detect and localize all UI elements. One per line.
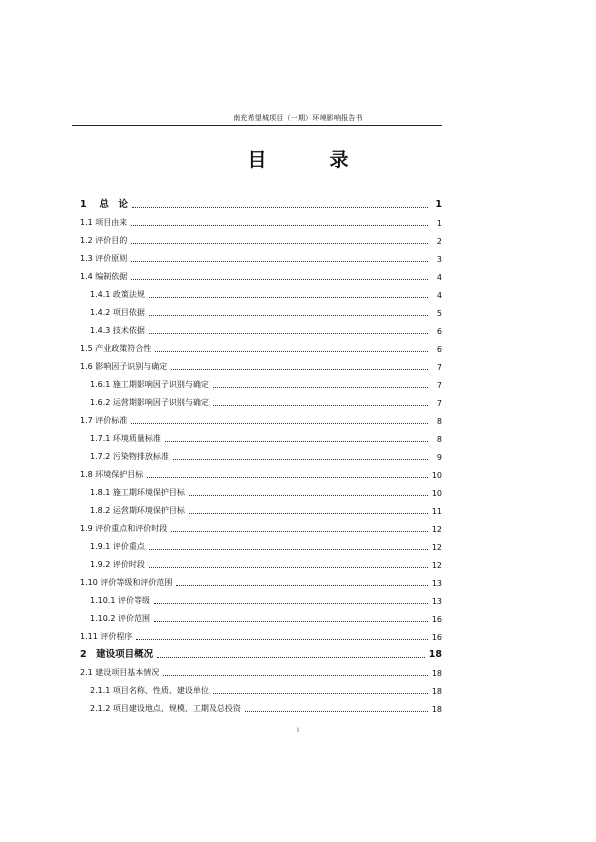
toc-entry-page: 18 bbox=[431, 687, 442, 696]
toc-dot-leader bbox=[176, 585, 427, 586]
toc-dot-leader bbox=[155, 351, 428, 352]
toc-dot-leader bbox=[149, 567, 428, 568]
toc-entry-page: 2 bbox=[436, 237, 442, 246]
toc-entry-label: 1.2 评价目的 bbox=[80, 236, 128, 245]
toc-entry-label: 1.8 环境保护目标 bbox=[80, 470, 144, 479]
toc-dot-leader bbox=[173, 459, 428, 460]
toc-entry-label: 1.5 产业政策符合性 bbox=[80, 344, 152, 353]
page-number: I bbox=[297, 727, 299, 734]
page-title: 目 录 bbox=[247, 149, 371, 171]
toc-entry-label: 1.7 评价标准 bbox=[80, 416, 128, 425]
toc-entry-label: 1.1 项目由来 bbox=[80, 218, 128, 227]
toc-entry[interactable] bbox=[80, 606, 442, 624]
toc-entry-label: 1.7.1 环境质量标准 bbox=[90, 434, 161, 443]
toc-dot-leader bbox=[213, 405, 428, 406]
toc-entry-page: 6 bbox=[436, 345, 442, 354]
toc-entry-page: 4 bbox=[436, 291, 442, 300]
toc-entry[interactable] bbox=[80, 462, 442, 480]
toc-dot-leader bbox=[131, 243, 428, 244]
toc-dot-leader bbox=[147, 477, 428, 478]
toc-dot-leader bbox=[132, 207, 428, 208]
toc-dot-leader bbox=[213, 693, 428, 694]
toc-entry-label: 1.10.1 评价等级 bbox=[90, 596, 150, 605]
toc-entry[interactable] bbox=[80, 318, 442, 336]
toc-entry[interactable] bbox=[80, 192, 442, 210]
toc-entry[interactable] bbox=[80, 570, 442, 588]
toc-dot-leader bbox=[165, 441, 428, 442]
toc-dot-leader bbox=[131, 423, 428, 424]
toc-entry[interactable] bbox=[80, 408, 442, 426]
header-title: 南充希望城项目（一期）环境影响报告书 bbox=[233, 114, 363, 122]
toc-entry[interactable] bbox=[80, 228, 442, 246]
toc-dot-leader bbox=[171, 531, 428, 532]
toc-entry-page: 6 bbox=[436, 327, 442, 336]
toc-entry[interactable] bbox=[80, 498, 442, 516]
toc-entry-label: 2 建设项目概况 bbox=[80, 649, 154, 660]
toc-entry-label: 2.1.2 项目建设地点、规模、工期及总投资 bbox=[90, 704, 241, 713]
toc-entry-label: 1.6.2 运营期影响因子识别与确定 bbox=[90, 398, 209, 407]
toc-entry-label: 1.11 评价程序 bbox=[80, 632, 133, 641]
toc-entry[interactable] bbox=[80, 264, 442, 282]
toc-entry-label: 1.4.2 项目依据 bbox=[90, 308, 145, 317]
toc-entry[interactable] bbox=[80, 282, 442, 300]
toc-entry-page: 18 bbox=[428, 649, 442, 660]
toc-dot-leader bbox=[245, 711, 428, 712]
toc-entry-page: 3 bbox=[436, 255, 442, 264]
toc-entry-page: 7 bbox=[436, 381, 442, 390]
toc-entry-label: 1.8.2 运营期环境保护目标 bbox=[90, 506, 185, 515]
toc-entry-label: 1.7.2 污染物排放标准 bbox=[90, 452, 169, 461]
toc-entry[interactable] bbox=[80, 480, 442, 498]
toc-entry[interactable] bbox=[80, 390, 442, 408]
toc-entry-label: 1.3 评价原则 bbox=[80, 254, 128, 263]
toc-entry[interactable] bbox=[80, 660, 442, 678]
toc-entry-label: 1.4 编制依据 bbox=[80, 272, 128, 281]
toc-entry[interactable] bbox=[80, 444, 442, 462]
toc-entry-label: 1.4.1 政策法规 bbox=[90, 290, 145, 299]
toc-entry[interactable] bbox=[80, 552, 442, 570]
toc-entry-page: 11 bbox=[431, 507, 442, 516]
toc-dot-leader bbox=[149, 333, 428, 334]
toc-dot-leader bbox=[149, 297, 428, 298]
toc-entry[interactable] bbox=[80, 642, 442, 660]
toc-entry-page: 9 bbox=[436, 453, 442, 462]
toc-dot-leader bbox=[136, 639, 427, 640]
toc-entry-label: 1.6 影响因子识别与确定 bbox=[80, 362, 168, 371]
toc-dot-leader bbox=[154, 621, 428, 622]
toc-dot-leader bbox=[189, 513, 428, 514]
toc-entry-label: 2.1.1 项目名称、性质、建设单位 bbox=[90, 686, 209, 695]
toc-entry-page: 4 bbox=[436, 273, 442, 282]
toc-entry-page: 18 bbox=[431, 705, 442, 714]
toc-dot-leader bbox=[157, 657, 425, 658]
toc-entry-label: 1.10.2 评价范围 bbox=[90, 614, 150, 623]
toc-entry[interactable] bbox=[80, 534, 442, 552]
toc-entry[interactable] bbox=[80, 696, 442, 714]
toc-entry-label: 2.1 建设项目基本情况 bbox=[80, 668, 160, 677]
toc-dot-leader bbox=[131, 279, 428, 280]
toc-entry-page: 12 bbox=[431, 525, 442, 534]
toc-dot-leader bbox=[131, 225, 428, 226]
toc-dot-leader bbox=[213, 387, 428, 388]
toc-entry-page: 8 bbox=[436, 417, 442, 426]
toc-entry-label: 1.9 评价重点和评价时段 bbox=[80, 524, 168, 533]
toc-entry-page: 13 bbox=[431, 597, 442, 606]
toc-entry[interactable] bbox=[80, 426, 442, 444]
toc-entry-label: 1 总 论 bbox=[80, 199, 128, 210]
toc-entry[interactable] bbox=[80, 588, 442, 606]
toc-entry-label: 1.4.3 技术依据 bbox=[90, 326, 145, 335]
toc-dot-leader bbox=[149, 315, 428, 316]
toc-entry[interactable] bbox=[80, 624, 442, 642]
toc-entry-page: 8 bbox=[436, 435, 442, 444]
toc-dot-leader bbox=[163, 675, 428, 676]
toc-entry-page: 5 bbox=[436, 309, 442, 318]
toc-entry[interactable] bbox=[80, 246, 442, 264]
toc-entry-label: 1.8.1 施工期环境保护目标 bbox=[90, 488, 185, 497]
toc-entry[interactable] bbox=[80, 336, 442, 354]
table-of-contents bbox=[80, 192, 442, 714]
toc-dot-leader bbox=[131, 261, 428, 262]
toc-entry[interactable] bbox=[80, 678, 442, 696]
toc-entry[interactable] bbox=[80, 516, 442, 534]
toc-entry-page: 12 bbox=[431, 543, 442, 552]
toc-entry-page: 7 bbox=[436, 363, 442, 372]
toc-entry-label: 1.9.2 评价时段 bbox=[90, 560, 145, 569]
toc-entry-page: 7 bbox=[436, 399, 442, 408]
toc-entry-page: 10 bbox=[431, 489, 442, 498]
toc-entry-page: 16 bbox=[431, 615, 442, 624]
toc-entry-page: 1 bbox=[435, 199, 442, 210]
header-divider bbox=[72, 125, 442, 126]
toc-entry-page: 16 bbox=[431, 633, 442, 642]
toc-dot-leader bbox=[189, 495, 428, 496]
toc-entry[interactable] bbox=[80, 300, 442, 318]
toc-entry-page: 1 bbox=[436, 219, 442, 228]
toc-entry[interactable] bbox=[80, 210, 442, 228]
toc-entry-page: 10 bbox=[431, 471, 442, 480]
toc-entry-label: 1.6.1 施工期影响因子识别与确定 bbox=[90, 380, 209, 389]
toc-dot-leader bbox=[171, 369, 428, 370]
toc-entry-page: 12 bbox=[431, 561, 442, 570]
toc-entry-page: 18 bbox=[431, 669, 442, 678]
toc-entry[interactable] bbox=[80, 372, 442, 390]
toc-entry[interactable] bbox=[80, 354, 442, 372]
toc-entry-label: 1.10 评价等级和评价范围 bbox=[80, 578, 173, 587]
toc-entry-label: 1.9.1 评价重点 bbox=[90, 542, 145, 551]
toc-entry-page: 13 bbox=[431, 579, 442, 588]
toc-dot-leader bbox=[154, 603, 428, 604]
toc-dot-leader bbox=[149, 549, 428, 550]
